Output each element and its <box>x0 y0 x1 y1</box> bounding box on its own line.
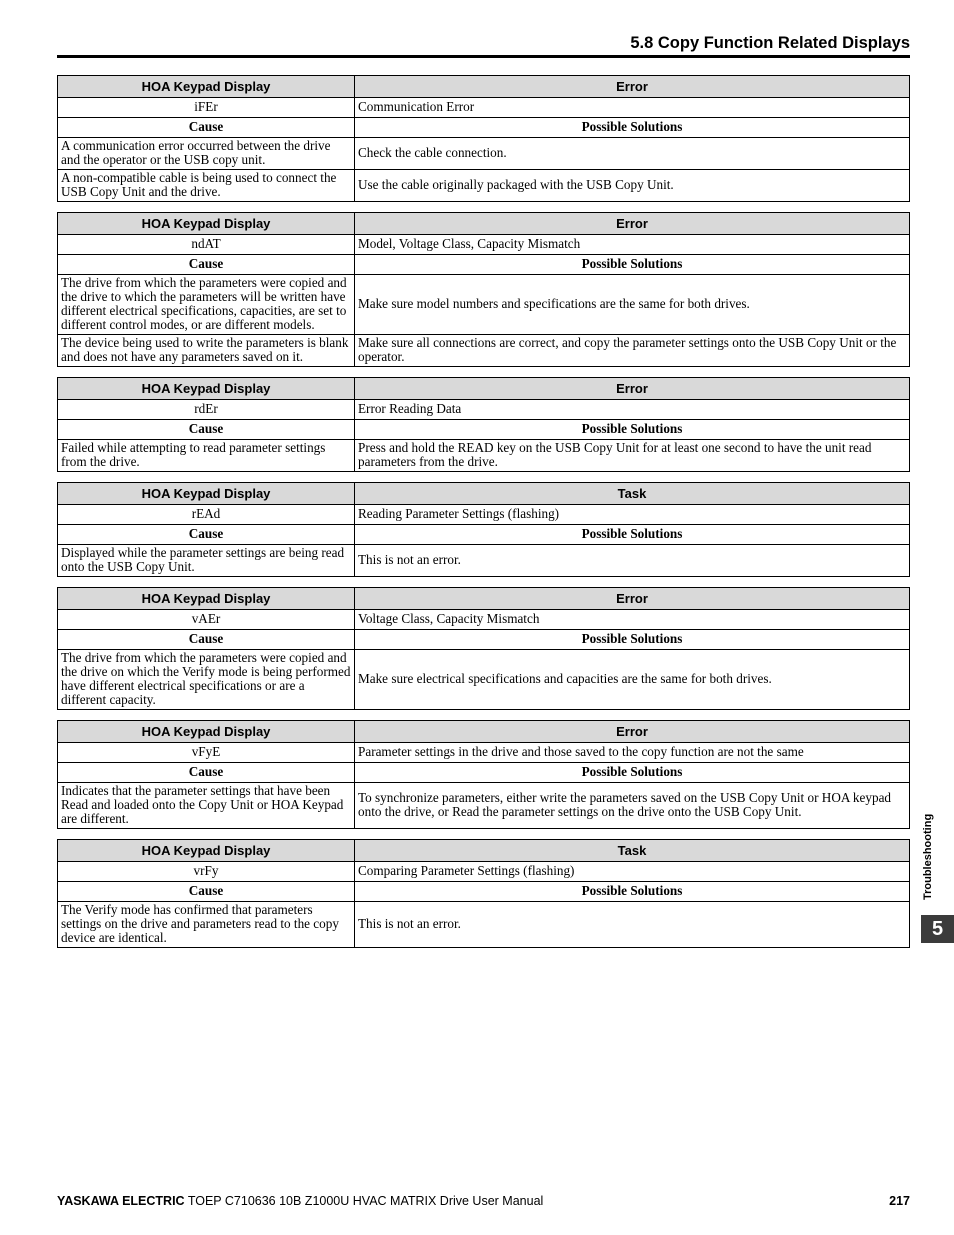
code-description: Model, Voltage Class, Capacity Mismatch <box>355 235 910 255</box>
col-header-display: HOA Keypad Display <box>58 721 355 743</box>
error-table-vAEr <box>57 587 910 710</box>
code-description: Voltage Class, Capacity Mismatch <box>355 610 910 630</box>
cause-cell: Indicates that the parameter settings that have been Read and loaded onto the Copy Unit or HOA Keypad are different. <box>58 783 355 829</box>
page-number: 217 <box>889 1194 910 1208</box>
cause-header: Cause <box>58 882 355 902</box>
cause-header: Cause <box>58 255 355 275</box>
solution-cell: Use the cable originally packaged with the USB Copy Unit. <box>355 170 910 202</box>
code-row <box>58 400 910 420</box>
cause-cell: The device being used to write the parameters is blank and does not have any parameters saved on it. <box>58 335 355 367</box>
solution-cell: This is not an error. <box>355 545 910 577</box>
col-header-type: Error <box>355 213 910 235</box>
footer-manual-title: TOEP C710636 10B Z1000U HVAC MATRIX Drive User Manual <box>187 1194 544 1208</box>
col-header-type: Task <box>355 840 910 862</box>
error-table-vFyE <box>57 720 910 829</box>
error-table-rdEr <box>57 377 910 472</box>
solutions-header: Possible Solutions <box>355 420 910 440</box>
solutions-header: Possible Solutions <box>355 118 910 138</box>
code-row <box>58 862 910 882</box>
table-row <box>58 170 910 202</box>
code-description: Reading Parameter Settings (flashing) <box>355 505 910 525</box>
cause-cell: The drive from which the parameters were copied and the drive to which the parameters will be written have different electrical specifications, capacities, are set to different control modes, or are different models. <box>58 275 355 335</box>
table-row <box>58 440 910 472</box>
error-table-vrFy <box>57 839 910 948</box>
col-header-display: HOA Keypad Display <box>58 840 355 862</box>
solutions-header: Possible Solutions <box>355 763 910 783</box>
section-title: 5.8 Copy Function Related Displays <box>630 34 910 52</box>
footer-brand: YASKAWA ELECTRIC <box>57 1194 185 1208</box>
solutions-header: Possible Solutions <box>355 525 910 545</box>
chapter-side-label: Troubleshooting <box>922 813 934 900</box>
cause-header: Cause <box>58 118 355 138</box>
table-header-row <box>58 76 910 98</box>
col-header-type: Task <box>355 483 910 505</box>
display-code: rdEr <box>58 400 355 420</box>
error-table-iFEr <box>57 75 910 202</box>
table-header-row <box>58 483 910 505</box>
solutions-header: Possible Solutions <box>355 630 910 650</box>
code-row <box>58 235 910 255</box>
table-header-row <box>58 588 910 610</box>
col-header-display: HOA Keypad Display <box>58 378 355 400</box>
solution-cell: Check the cable connection. <box>355 138 910 170</box>
subheader-row <box>58 525 910 545</box>
display-code: ndAT <box>58 235 355 255</box>
code-description: Error Reading Data <box>355 400 910 420</box>
code-description: Parameter settings in the drive and those saved to the copy function are not the same <box>355 743 910 763</box>
cause-header: Cause <box>58 525 355 545</box>
cause-cell: The Verify mode has confirmed that parameters settings on the drive and parameters read to the copy device are identical. <box>58 902 355 948</box>
cause-cell: The drive from which the parameters were copied and the drive on which the Verify mode is being performed have different electrical specifications or are a different capacity. <box>58 650 355 710</box>
table-row <box>58 902 910 948</box>
footer <box>57 1194 543 1208</box>
subheader-row <box>58 630 910 650</box>
cause-header: Cause <box>58 630 355 650</box>
subheader-row <box>58 420 910 440</box>
table-row <box>58 783 910 829</box>
col-header-type: Error <box>355 378 910 400</box>
col-header-display: HOA Keypad Display <box>58 483 355 505</box>
subheader-row <box>58 882 910 902</box>
code-row <box>58 610 910 630</box>
subheader-row <box>58 763 910 783</box>
solution-cell: Make sure electrical specifications and capacities are the same for both drives. <box>355 650 910 710</box>
table-row <box>58 650 910 710</box>
solution-cell: Make sure all connections are correct, and copy the parameter settings onto the USB Copy Unit or the operator. <box>355 335 910 367</box>
solutions-header: Possible Solutions <box>355 255 910 275</box>
display-code: iFEr <box>58 98 355 118</box>
table-row <box>58 138 910 170</box>
code-row <box>58 743 910 763</box>
col-header-type: Error <box>355 76 910 98</box>
display-code: vFyE <box>58 743 355 763</box>
col-header-display: HOA Keypad Display <box>58 588 355 610</box>
display-code: rEAd <box>58 505 355 525</box>
col-header-type: Error <box>355 588 910 610</box>
col-header-type: Error <box>355 721 910 743</box>
table-header-row <box>58 213 910 235</box>
code-description: Comparing Parameter Settings (flashing) <box>355 862 910 882</box>
col-header-display: HOA Keypad Display <box>58 76 355 98</box>
display-code: vrFy <box>58 862 355 882</box>
cause-cell: A non-compatible cable is being used to connect the USB Copy Unit and the drive. <box>58 170 355 202</box>
table-row <box>58 335 910 367</box>
cause-header: Cause <box>58 763 355 783</box>
header-rule <box>57 55 910 58</box>
solution-cell: To synchronize parameters, either write the parameters saved on the USB Copy Unit or HOA keypad onto the drive, or Read the parameter settings on the drive onto the USB Copy Unit. <box>355 783 910 829</box>
subheader-row <box>58 255 910 275</box>
error-table-rEAd <box>57 482 910 577</box>
cause-cell: Failed while attempting to read parameter settings from the drive. <box>58 440 355 472</box>
solutions-header: Possible Solutions <box>355 882 910 902</box>
table-header-row <box>58 721 910 743</box>
code-description: Communication Error <box>355 98 910 118</box>
cause-header: Cause <box>58 420 355 440</box>
code-row <box>58 505 910 525</box>
cause-cell: A communication error occurred between the drive and the operator or the USB copy unit. <box>58 138 355 170</box>
solution-cell: This is not an error. <box>355 902 910 948</box>
table-row <box>58 545 910 577</box>
solution-cell: Press and hold the READ key on the USB Copy Unit for at least one second to have the unit read parameters from the drive. <box>355 440 910 472</box>
code-row <box>58 98 910 118</box>
table-header-row <box>58 840 910 862</box>
table-header-row <box>58 378 910 400</box>
subheader-row <box>58 118 910 138</box>
error-table-ndAT <box>57 212 910 367</box>
error-tables <box>57 75 910 958</box>
cause-cell: Displayed while the parameter settings are being read onto the USB Copy Unit. <box>58 545 355 577</box>
chapter-tab: 5 <box>921 915 954 943</box>
display-code: vAEr <box>58 610 355 630</box>
solution-cell: Make sure model numbers and specifications are the same for both drives. <box>355 275 910 335</box>
col-header-display: HOA Keypad Display <box>58 213 355 235</box>
table-row <box>58 275 910 335</box>
